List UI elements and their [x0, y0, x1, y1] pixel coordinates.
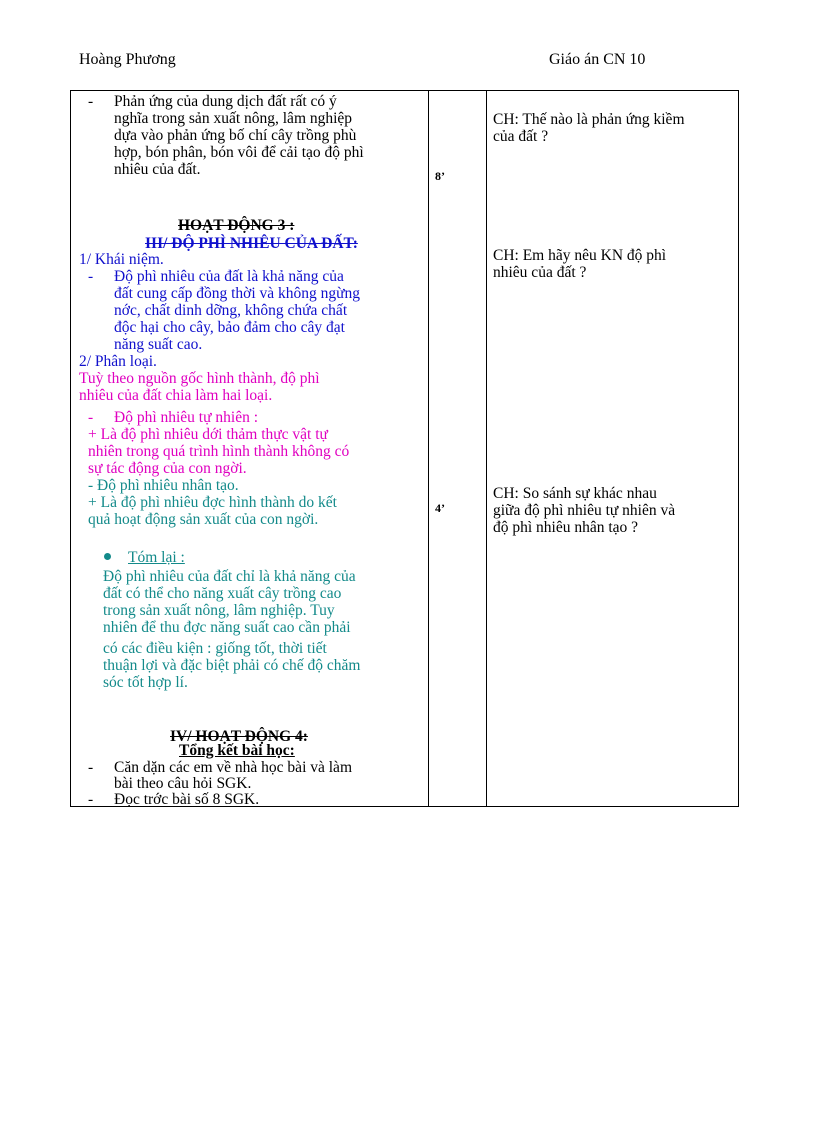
- summary-line: đất có thể cho năng xuất cây trồng cao: [103, 585, 342, 602]
- intro-line: hợp, bón phân, bón vôi để cải tạo độ phì: [114, 144, 364, 161]
- intro-line: nhiêu của đất.: [114, 161, 201, 178]
- activity-4-subtitle: Tổng kết bài học:: [179, 742, 295, 759]
- col-divider-2: [486, 90, 487, 807]
- list-dash: -: [88, 791, 94, 808]
- natural-fertility-title: Độ phì nhiêu tự nhiên :: [114, 409, 259, 426]
- artificial-fertility-title: - Độ phì nhiêu nhân tạo.: [88, 477, 239, 494]
- concept-title: 1/ Khái niệm.: [79, 251, 164, 268]
- table-right-border: [738, 90, 739, 807]
- concept-line: nớc, chất dinh dỡng, không chứa chất: [114, 302, 348, 319]
- artificial-fertility-line: quả hoạt động sản xuất của con ngời.: [88, 511, 319, 528]
- question-line: giữa độ phì nhiêu tự nhiên và: [493, 502, 676, 519]
- natural-fertility-line: + Là độ phì nhiêu dới thảm thực vật tự: [88, 426, 328, 443]
- question-line: CH: So sánh sự khác nhau: [493, 485, 657, 502]
- concept-line: năng suất cao.: [114, 336, 203, 353]
- list-dash: -: [88, 409, 94, 426]
- summary-line: sóc tốt hợp lí.: [103, 674, 188, 691]
- activity-4-title: IV/ HOẠT ĐỘNG 4:: [170, 728, 308, 745]
- summary-line: trong sản xuất nông, lâm nghiệp. Tuy: [103, 602, 335, 619]
- classification-line: Tuỳ theo nguồn gốc hình thành, độ phì: [79, 370, 320, 387]
- intro-line: nghĩa trong sản xuất nông, lâm nghiệp: [114, 110, 353, 127]
- classification-title: 2/ Phân loại.: [79, 353, 157, 370]
- summary-line: Độ phì nhiêu của đất chỉ là khả năng của: [103, 568, 356, 585]
- intro-line: Phản ứng của dung dịch đất rất có ý: [114, 93, 337, 110]
- summary-line: nhiên để thu đợc năng suất cao cần phải: [103, 619, 351, 636]
- artificial-fertility-line: + Là độ phì nhiêu đợc hình thành do kết: [88, 494, 337, 511]
- activity-3-title: HOẠT ĐỘNG 3 :: [178, 217, 295, 234]
- question-line: nhiêu của đất ?: [493, 264, 587, 281]
- question-line: độ phì nhiêu nhân tạo ?: [493, 519, 639, 536]
- col-divider-1: [428, 90, 429, 807]
- time-label: 8’: [435, 169, 445, 183]
- list-dash: -: [88, 268, 94, 285]
- header-author: Hoàng Phương: [79, 51, 176, 68]
- bullet-icon: [104, 553, 111, 560]
- natural-fertility-line: nhiên trong quá trình hình thành không có: [88, 443, 350, 460]
- question-line: CH: Em hãy nêu KN độ phì: [493, 247, 667, 264]
- concept-line: Độ phì nhiêu của đất là khả năng của: [114, 268, 344, 285]
- table-top-border: [70, 90, 739, 91]
- homework-line: Căn dặn các em về nhà học bài và làm: [114, 759, 352, 776]
- question-line: CH: Thế nào là phản ứng kiềm: [493, 111, 685, 128]
- concept-line: độc hại cho cây, bảo đảm cho cây đạt: [114, 319, 345, 336]
- homework-line: bài theo câu hỏi SGK.: [114, 775, 252, 792]
- question-line: của đất ?: [493, 128, 549, 145]
- section-3-heading: III/ ĐỘ PHÌ NHIÊU CỦA ĐẤT:: [145, 235, 358, 252]
- intro-line: dựa vào phản ứng bố chí cây trồng phù: [114, 127, 357, 144]
- classification-line: nhiêu của đất chia làm hai loại.: [79, 387, 273, 404]
- summary-line: có các điều kiện : giống tốt, thời tiết: [103, 640, 327, 657]
- natural-fertility-line: sự tác động của con ngời.: [88, 460, 247, 477]
- time-label: 4’: [435, 501, 445, 515]
- concept-line: đất cung cấp đồng thời và không ngừng: [114, 285, 361, 302]
- summary-title: Tóm lại :: [128, 549, 185, 566]
- list-dash: -: [88, 93, 94, 110]
- list-dash: -: [88, 759, 94, 776]
- table-left-border: [70, 90, 71, 807]
- homework-line: Đọc trớc bài số 8 SGK.: [114, 791, 260, 808]
- header-subject: Giáo án CN 10: [549, 51, 646, 68]
- summary-line: thuận lợi và đặc biệt phải có chế độ chăm: [103, 657, 361, 674]
